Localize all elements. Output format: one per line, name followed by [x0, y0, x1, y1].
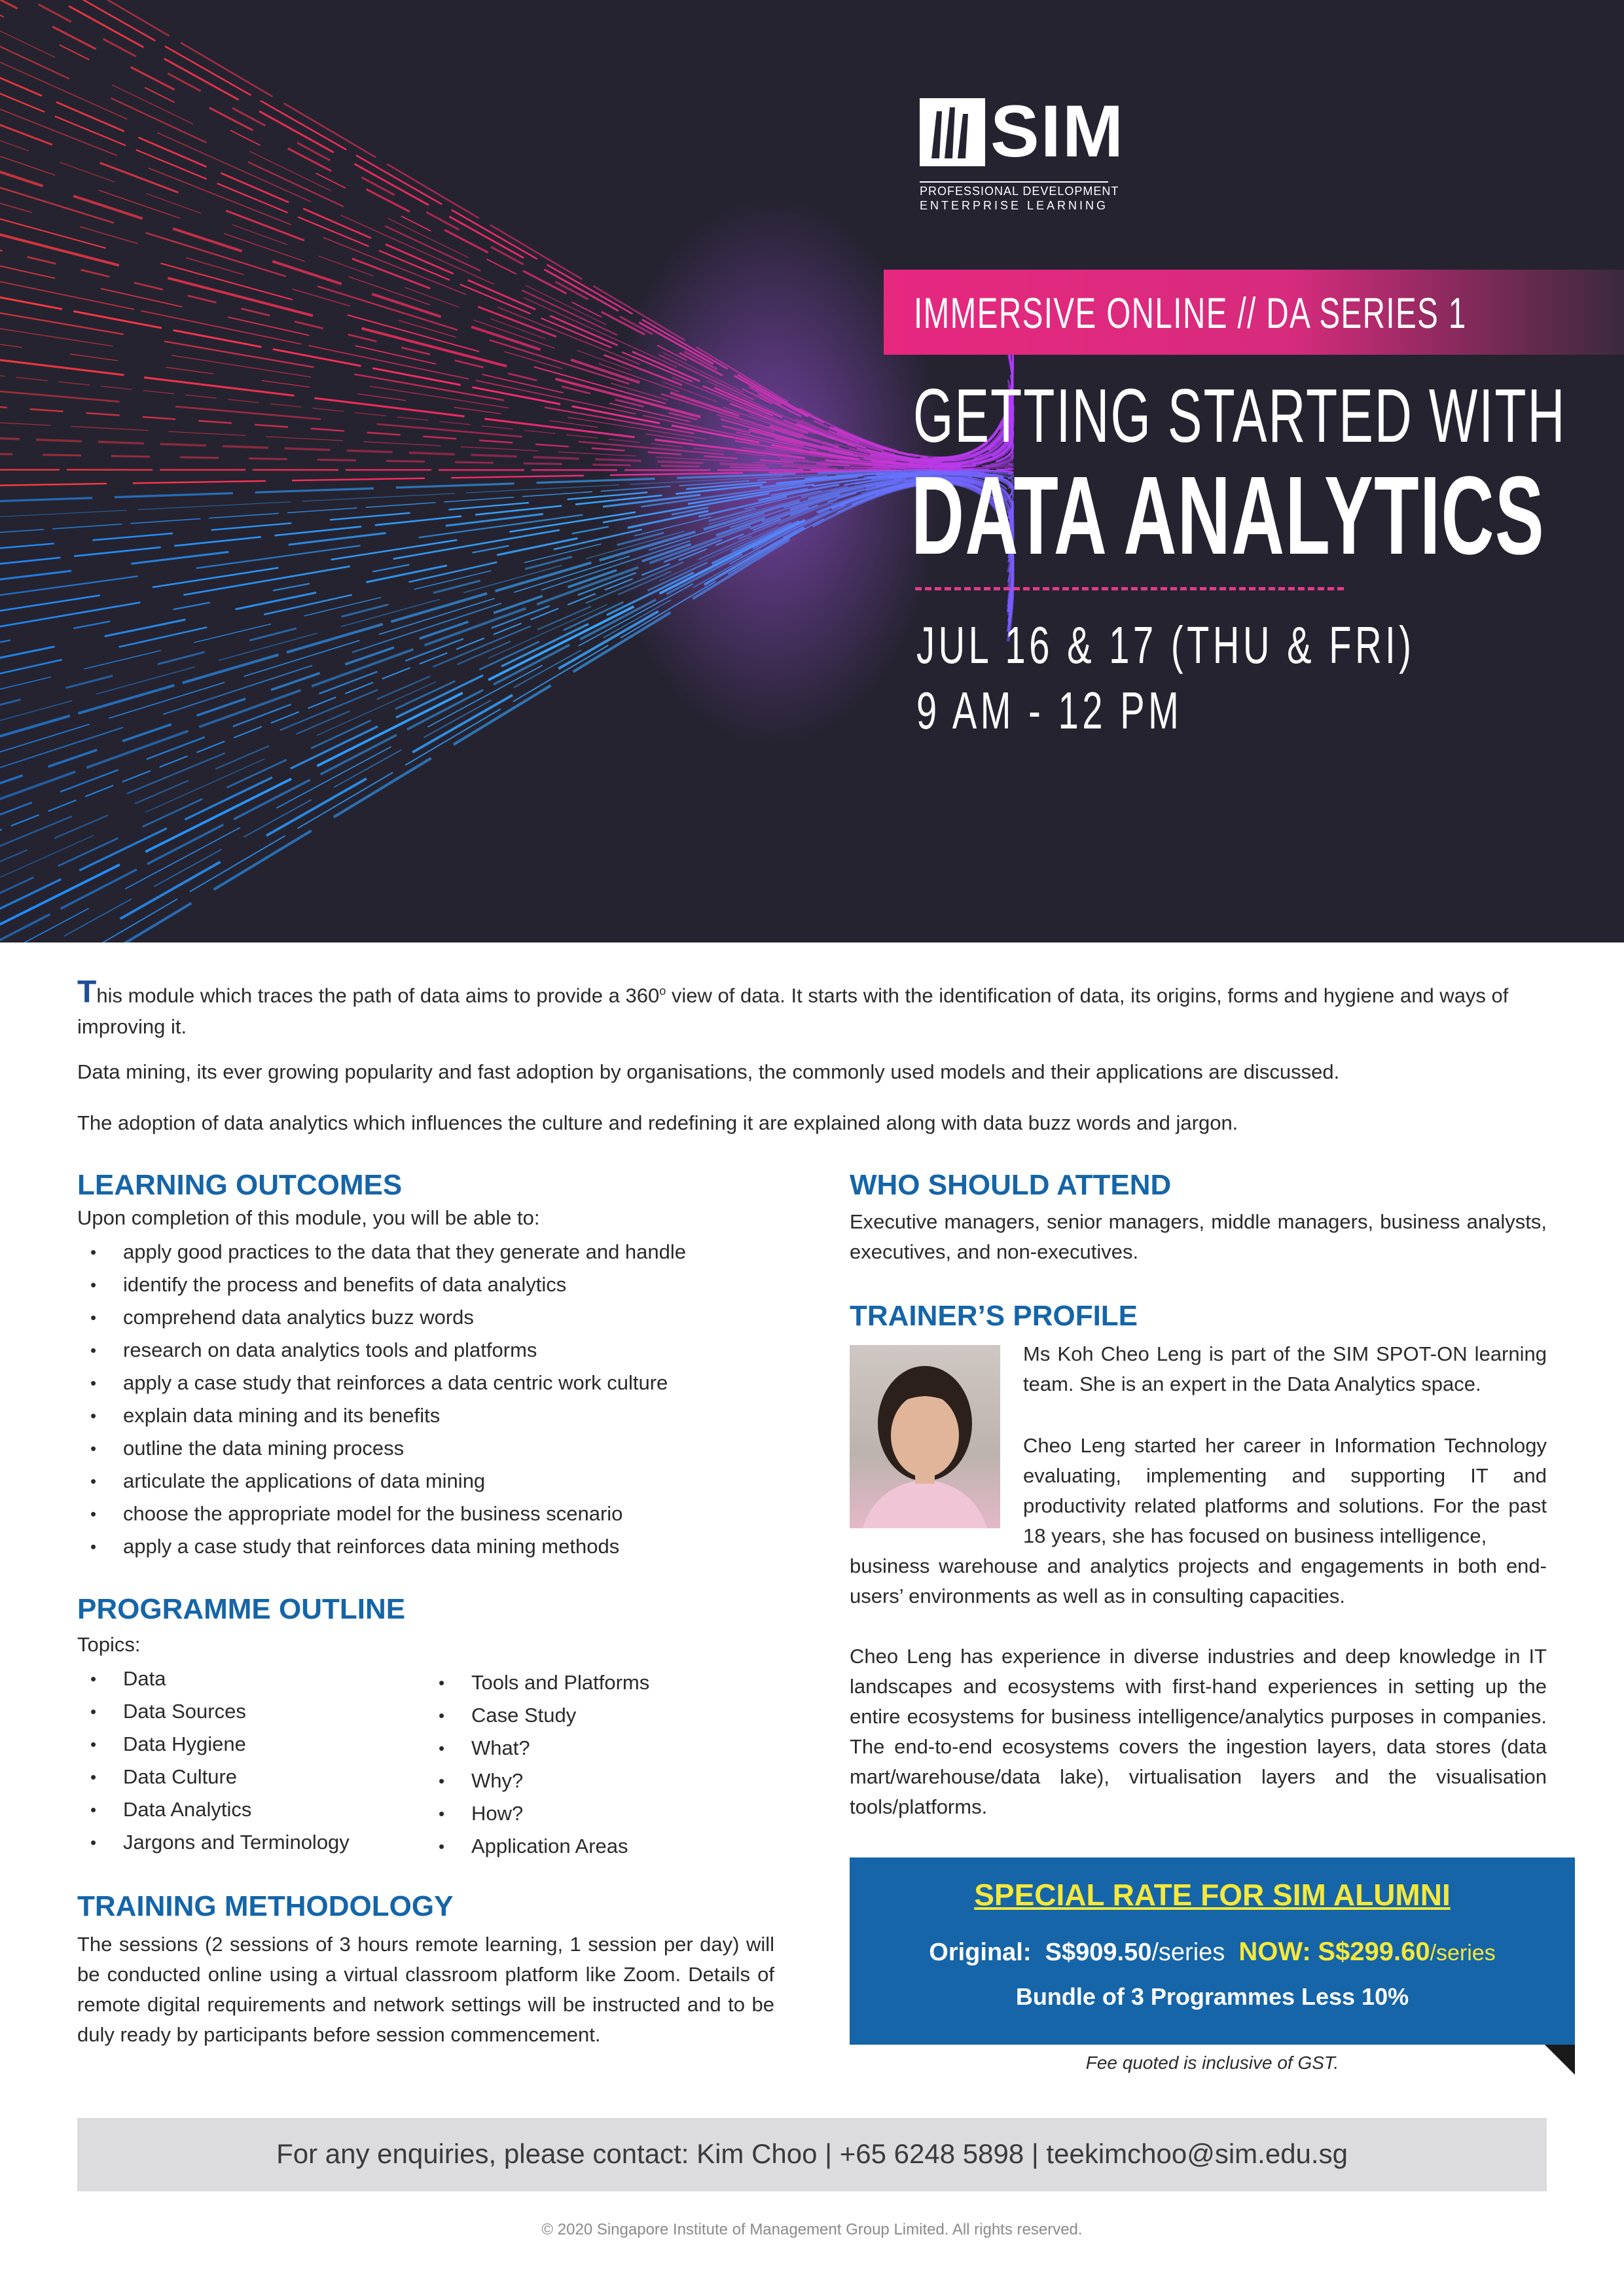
who-should-attend-heading: WHO SHOULD ATTEND: [850, 1169, 1172, 1201]
learning-outcomes-lead: Upon completion of this module, you will be able to:: [77, 1206, 540, 1229]
learning-outcomes-heading: LEARNING OUTCOMES: [77, 1169, 403, 1201]
intro-paragraph-3: The adoption of data analytics which influences the culture and redefining it are explained along with data buzz words and jargon.: [77, 1111, 1238, 1134]
hero-banner: [0, 0, 1624, 942]
trainer-photo: [850, 1345, 1000, 1528]
training-methodology-heading: TRAINING METHODOLOGY: [77, 1890, 454, 1922]
contact-text[interactable]: For any enquiries, please contact: Kim Choo | +65 6248 5898 | teekimchoo@sim.edu.sg: [276, 2138, 1348, 2169]
list-item: • apply a case study that reinforces data mining methods: [77, 1530, 686, 1563]
fee-note: Fee quoted is inclusive of GST.: [1085, 2053, 1339, 2073]
programme-outline-heading: PROGRAMME OUTLINE: [77, 1593, 406, 1625]
sim-logo-mark-icon: [920, 98, 985, 166]
logo-wordmark: SIM: [990, 90, 1125, 172]
topics-list-col1: [77, 1662, 350, 1859]
contact-bar: [77, 2118, 1547, 2191]
list-item: • Data Analytics: [77, 1793, 350, 1826]
list-item: • articulate the applications of data mining: [77, 1465, 686, 1498]
list-item: • Jargons and Terminology: [77, 1826, 350, 1859]
list-item: • identify the process and benefits of data analytics: [77, 1268, 686, 1301]
list-item: • What?: [425, 1732, 649, 1765]
list-item: • apply good practices to the data that they generate and handle: [77, 1236, 686, 1268]
intro-p1-text: his module which traces the path of data aims to provide a 360: [96, 984, 660, 1007]
copyright: © 2020 Singapore Institute of Management Group Limited. All rights reserved.: [541, 2221, 1083, 2238]
list-item: • comprehend data analytics buzz words: [77, 1301, 686, 1334]
now-label: NOW:: [1238, 1937, 1311, 1966]
list-item: • Data Culture: [77, 1761, 350, 1793]
logo-divider: [920, 181, 1108, 183]
list-item: • apply a case study that reinforces a data centric work culture: [77, 1367, 686, 1399]
list-item: • Application Areas: [425, 1830, 649, 1863]
trainer-portrait-icon: [850, 1345, 1000, 1528]
event-time: 9 AM - 12 PM: [916, 681, 1183, 740]
event-date: JUL 16 & 17 (THU & FRI): [916, 616, 1415, 674]
trainer-profile-heading: TRAINER’S PROFILE: [850, 1300, 1138, 1332]
special-rate-title: SPECIAL RATE FOR SIM ALUMNI: [974, 1878, 1451, 1912]
degree-mark: o: [659, 984, 666, 997]
trainer-paragraph-1: Ms Koh Cheo Leng is part of the SIM SPOT-ON learning team. She is an expert in the Data Analytics space.: [1023, 1342, 1547, 1395]
list-item: • research on data analytics tools and platforms: [77, 1334, 686, 1367]
list-item: • Data Sources: [77, 1695, 350, 1728]
intro-paragraph-2: Data mining, its ever growing popularity and fast adoption by organisations, the commonly used models and their applications are discussed.: [77, 1060, 1340, 1083]
list-item: • Case Study: [425, 1699, 649, 1732]
list-item: • Data Hygiene: [77, 1728, 350, 1761]
topics-label: Topics:: [77, 1633, 141, 1656]
series-banner: [884, 270, 1624, 355]
trainer-paragraph-2a: Cheo Leng started her career in Information Technology evaluating, implementing and supporting IT and productivity related platforms and solutions. For the past 18 years, she has focused on business intelligence,: [1023, 1434, 1547, 1547]
list-item: • Tools and Platforms: [425, 1666, 649, 1699]
special-rate-box: [850, 1857, 1575, 2045]
drop-cap: T: [77, 975, 97, 1010]
list-item: • choose the appropriate model for the business scenario: [77, 1498, 686, 1530]
original-unit: /series: [1151, 1939, 1225, 1966]
list-item: • explain data mining and its benefits: [77, 1399, 686, 1432]
logo-tagline-1: PROFESSIONAL DEVELOPMENT: [920, 185, 1119, 198]
series-tag: IMMERSIVE ONLINE // DA SERIES 1: [914, 289, 1467, 337]
intro-paragraph-1: [77, 975, 1547, 1043]
price-line: [850, 1937, 1575, 1967]
now-unit: /series: [1430, 1941, 1496, 1965]
learning-outcomes-list: [77, 1236, 686, 1563]
intro-p1-tail: view of data. It starts with the identification of data, its origins, forms and hygiene and ways of improving it.: [77, 984, 1509, 1039]
trainer-paragraph-2b: business warehouse and analytics projects and engagements in both end-users’ environments as well as in consulting capacities.: [850, 1554, 1547, 1607]
who-should-attend-text: Executive managers, senior managers, middle managers, business analysts, executives, and non-executives.: [850, 1210, 1547, 1263]
list-item: • outline the data mining process: [77, 1432, 686, 1465]
training-methodology-text: The sessions (2 sessions of 3 hours remote learning, 1 session per day) will be conducted online using a virtual classroom platform like Zoom. Details of remote digital requirements and network settings will be instructed and to be duly ready by participants before session commencement.: [77, 1933, 774, 2046]
trainer-paragraph-3: Cheo Leng has experience in diverse industries and deep knowledge in IT landscapes and ecosystems with first-hand experiences in setting up the entire ecosystems for business intelligence/analytics purposes in companies. The end-to-end ecosystems covers the ingestion layers, data stores (data mart/warehouse/data lake), virtualisation layers and the visualisation tools/platforms.: [850, 1645, 1547, 1818]
original-price: S$909.50: [1045, 1939, 1152, 1966]
now-price: S$299.60: [1318, 1937, 1430, 1966]
page-title: DATA ANALYTICS: [911, 454, 1545, 578]
page-subtitle: GETTING STARTED WITH: [913, 373, 1566, 458]
title-divider: [915, 587, 1344, 590]
topics-list-col2: [425, 1666, 649, 1863]
original-label: Original:: [929, 1939, 1032, 1966]
list-item: • Data: [77, 1662, 350, 1695]
logo-tagline-2: ENTERPRISE LEARNING: [920, 199, 1109, 212]
bundle-offer: Bundle of 3 Programmes Less 10%: [1015, 1983, 1409, 2010]
list-item: • How?: [425, 1797, 649, 1830]
list-item: • Why?: [425, 1765, 649, 1797]
